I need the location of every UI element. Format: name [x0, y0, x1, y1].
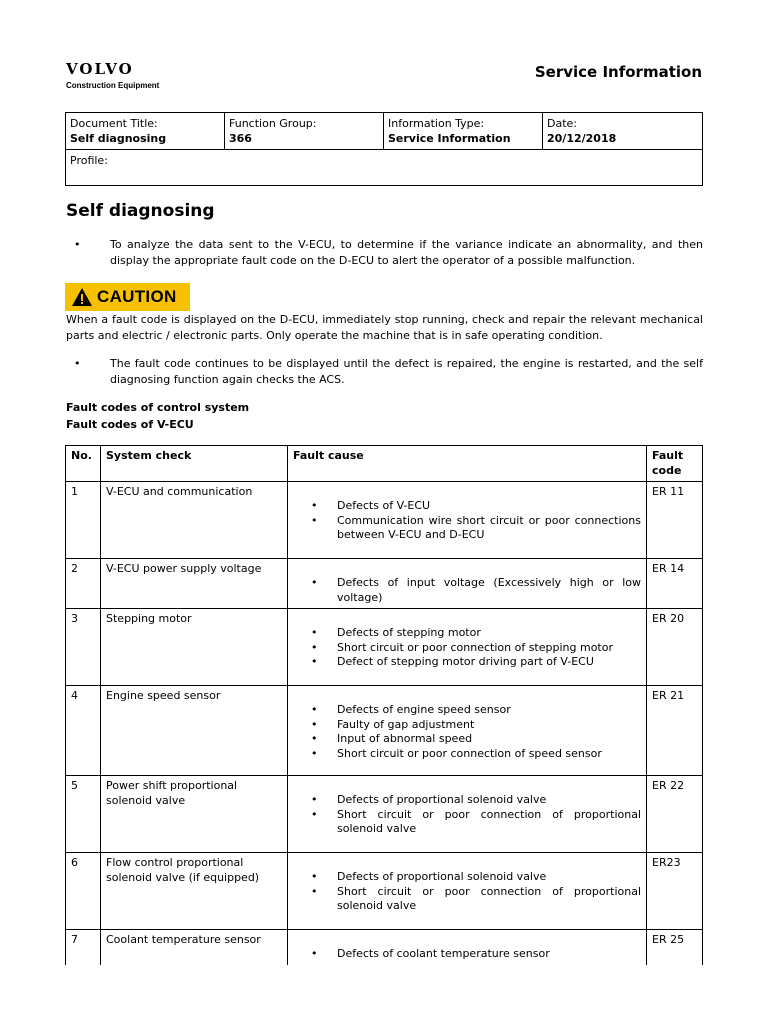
fault-code-cell: ER 25	[647, 930, 703, 965]
fault-cause-list	[293, 576, 641, 605]
fault-cause-list	[293, 703, 641, 761]
col-header-fault-code: Fault code	[647, 446, 703, 482]
fault-cause-item: • Short circuit or poor connection of speed sensor	[293, 747, 641, 762]
fault-code-cell: ER 11	[647, 482, 703, 559]
system-check-cell: V-ECU power supply voltage	[101, 559, 288, 609]
profile-label: Profile:	[70, 154, 108, 167]
row-number: 7	[66, 930, 101, 965]
fault-cause-item: • Short circuit or poor connection of stepping motor	[293, 641, 641, 656]
info-type-cell	[384, 113, 543, 150]
fault-code-cell: ER23	[647, 853, 703, 930]
profile-cell	[66, 150, 703, 186]
system-check-cell: Flow control proportional solenoid valve (if equipped)	[101, 853, 288, 930]
fault-cause-item: • Defects of input voltage (Excessively high or low voltage)	[293, 576, 641, 605]
fault-cause-item: • Communication wire short circuit or poor connections between V-ECU and D-ECU	[293, 514, 641, 543]
caution-banner	[65, 283, 190, 311]
info-type-value: Service Information	[388, 132, 511, 145]
fault-code-cell: ER 21	[647, 686, 703, 776]
fault-cause-cell	[288, 853, 647, 930]
fault-cause-item: • Defect of stepping motor driving part of V-ECU	[293, 655, 641, 670]
header-title: Service Information	[534, 63, 702, 81]
fault-cause-list	[293, 947, 641, 962]
fault-cause-item: • Faulty of gap adjustment	[293, 718, 641, 733]
warning-icon	[71, 287, 93, 307]
col-header-no: No.	[66, 446, 101, 482]
doc-title-cell	[66, 113, 225, 150]
fault-cause-cell	[288, 686, 647, 776]
fault-cause-item: • Defects of proportional solenoid valve	[293, 870, 641, 885]
fault-cause-item: • Input of abnormal speed	[293, 732, 641, 747]
fault-cause-item: • Defects of V-ECU	[293, 499, 641, 514]
bullet-dot: •	[74, 357, 81, 370]
fault-cause-cell	[288, 609, 647, 686]
system-check-cell: Coolant temperature sensor	[101, 930, 288, 965]
fault-code-cell: ER 20	[647, 609, 703, 686]
fault-code-cell: ER 22	[647, 776, 703, 853]
fault-cause-item: • Defects of engine speed sensor	[293, 703, 641, 718]
fault-cause-list	[293, 626, 641, 670]
fault-cause-item: • Defects of coolant temperature sensor	[293, 947, 641, 962]
info-type-label: Information Type:	[388, 117, 485, 130]
intro-bullet	[66, 237, 703, 269]
date-cell	[543, 113, 703, 150]
page-title: Self diagnosing	[66, 201, 215, 221]
table-row	[66, 930, 703, 965]
caution-text: When a fault code is displayed on the D-ECU, immediately stop running, check and repair the relevant mechanical parts and electric / electronic parts. Only operate the machine that is in safe operating condition.	[66, 313, 703, 342]
table-row	[66, 482, 703, 559]
second-bullet-text: The fault code continues to be displayed until the defect is repaired, the engine is restarted, and the self diagnosing function again checks the ACS.	[110, 357, 703, 386]
volvo-logo	[66, 60, 159, 90]
row-number: 6	[66, 853, 101, 930]
function-group-label: Function Group:	[229, 117, 317, 130]
fault-code-table	[65, 445, 703, 965]
col-header-system-check: System check	[101, 446, 288, 482]
fault-code-cell: ER 14	[647, 559, 703, 609]
caution-label: CAUTION	[97, 287, 177, 306]
second-bullet	[66, 356, 703, 388]
fault-cause-cell	[288, 776, 647, 853]
document-metadata-table	[65, 112, 703, 186]
section-title: Fault codes of control system	[66, 401, 250, 414]
fault-cause-cell	[288, 482, 647, 559]
table-row	[66, 853, 703, 930]
row-number: 3	[66, 609, 101, 686]
doc-title-value: Self diagnosing	[70, 132, 167, 145]
function-group-value: 366	[229, 132, 252, 145]
doc-title-label: Document Title:	[70, 117, 158, 130]
table-row	[66, 686, 703, 776]
brand-name: VOLVO	[66, 60, 134, 78]
fault-cause-list	[293, 499, 641, 543]
intro-bullet-text: To analyze the data sent to the V-ECU, to determine if the variance indicate an abnormality, and then display the appropriate fault code on the D-ECU to alert the operator of a possible malfunction.	[110, 238, 703, 267]
system-check-cell: Power shift proportional solenoid valve	[101, 776, 288, 853]
fault-cause-item: • Short circuit or poor connection of proportional solenoid valve	[293, 808, 641, 837]
row-number: 5	[66, 776, 101, 853]
fault-cause-cell	[288, 930, 647, 965]
system-check-cell: Stepping motor	[101, 609, 288, 686]
fault-cause-cell	[288, 559, 647, 609]
date-label: Date:	[547, 117, 577, 130]
fault-cause-item: • Short circuit or poor connection of proportional solenoid valve	[293, 885, 641, 914]
bullet-dot: •	[74, 238, 81, 251]
function-group-cell	[225, 113, 384, 150]
system-check-cell: Engine speed sensor	[101, 686, 288, 776]
row-number: 2	[66, 559, 101, 609]
fault-cause-list	[293, 870, 641, 914]
brand-subtitle: Construction Equipment	[66, 81, 160, 90]
subsection-title: Fault codes of V-ECU	[66, 418, 194, 431]
table-header-row	[66, 446, 703, 482]
fault-cause-item: • Defects of stepping motor	[293, 626, 641, 641]
fault-cause-item: • Defects of proportional solenoid valve	[293, 793, 641, 808]
date-value: 20/12/2018	[547, 132, 617, 145]
col-header-fault-cause: Fault cause	[288, 446, 647, 482]
row-number: 4	[66, 686, 101, 776]
row-number: 1	[66, 482, 101, 559]
table-row	[66, 776, 703, 853]
table-row	[66, 609, 703, 686]
fault-cause-list	[293, 793, 641, 837]
table-row	[66, 559, 703, 609]
system-check-cell: V-ECU and communication	[101, 482, 288, 559]
